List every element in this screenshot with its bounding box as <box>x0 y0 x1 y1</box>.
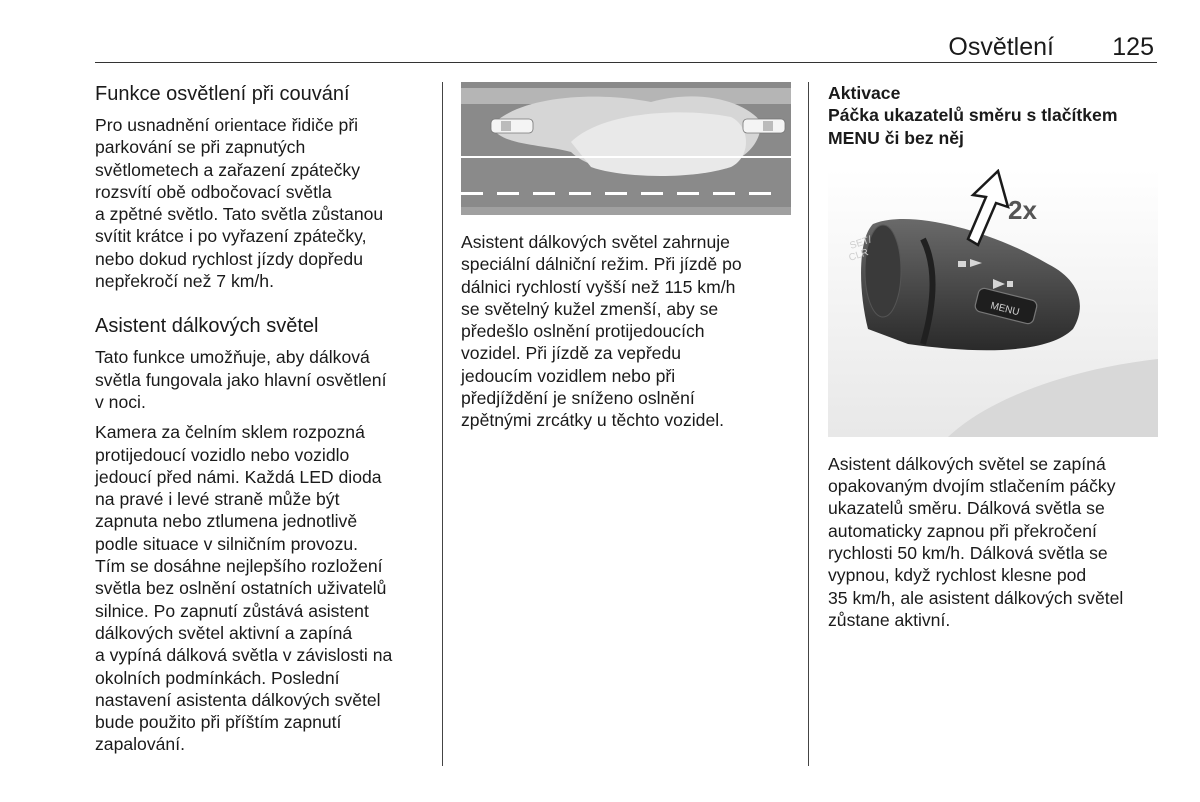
oncoming-car-icon <box>491 119 533 133</box>
heading-high-beam-assist: Asistent dálkových světel <box>95 315 319 338</box>
paragraph-highway-mode: Asistent dálkových světel zahrnuje speciální dálniční režim. Při jízdě po dálnici rychlostí vyšší než 115 km/h se světelný kužel zmenší, aby se předešlo oslnění protijedoucích vozidel. Při jízdě za vepředu jedoucím vozidlem nebo při předjíždění je sníženo oslnění zpětnými zrcátky u těchto vozidel. <box>461 232 742 431</box>
paragraph-high-beam-camera: Kamera za čelním sklem rozpozná protijedoucí vozidlo nebo vozidlo jedoucí před námi. Každá LED dioda na pravé i levé straně může být zapnuta nebo ztlumena jednotlivě podle situace v silničním provozu. Tím se dosáhne nejlepšího rozložení světla bez oslnění ostatních uživatelů silnice. Po zapnutí zůstává asistent dálkových světel aktivní a zapíná a vypíná dálková světla v závislosti na okolních podmínkách. Poslední nastavení asistenta dálkových světel bude použito při příštím zapnutí zapalování. <box>95 422 393 755</box>
set-clr-label: SET/ <box>848 234 874 252</box>
page-number: 125 <box>1112 33 1154 61</box>
column-divider-2 <box>808 82 809 766</box>
paragraph-high-beam-intro: Tato funkce umožňuje, aby dálková světla fungovala jako hlavní osvětlení v noci. <box>95 347 387 412</box>
subheading-activation: Aktivace <box>828 83 901 103</box>
highway-mode-illustration <box>461 82 791 215</box>
heading-reversing-lights: Funkce osvětlení při couvání <box>95 83 350 105</box>
svg-text:CLR: CLR <box>847 247 870 264</box>
turn-signal-stalk-illustration <box>828 169 1158 437</box>
subheading-stalk: Páčka ukazatelů směru s tlačítkem MENU či bez něj <box>828 105 1118 148</box>
paragraph-activation: Asistent dálkových světel se zapíná opakovaným dvojím stlačením páčky ukazatelů směru. Dálková světla se automaticky zapnou při překročení rychlosti 50 km/h. Dálková světla se vypnou, když rychlost klesne pod 35 km/h, ale asistent dálkových světel zůstane aktivní. <box>828 453 1124 630</box>
column-right <box>828 82 1158 639</box>
section-title: Osvětlení <box>948 33 1054 61</box>
page-header <box>95 30 1157 63</box>
column-divider-1 <box>442 82 443 766</box>
column-left <box>95 82 430 764</box>
paragraph-reversing-lights: Pro usnadnění orientace řidiče při parkování se při zapnutých světlometech a zařazení zpátečky rozsvítí obě odbočovací světla a zpětné světlo. Tato světla zůstanou svítit krátce i po vyřazení zpátečky, nebo dokud rychlost jízdy dopředu nepřekročí než 7 km/h. <box>95 115 384 292</box>
column-middle <box>461 82 791 440</box>
press-count-label: 2x <box>1008 194 1037 225</box>
menu-button-label: MENU <box>989 300 1021 319</box>
own-car-icon <box>743 119 785 133</box>
